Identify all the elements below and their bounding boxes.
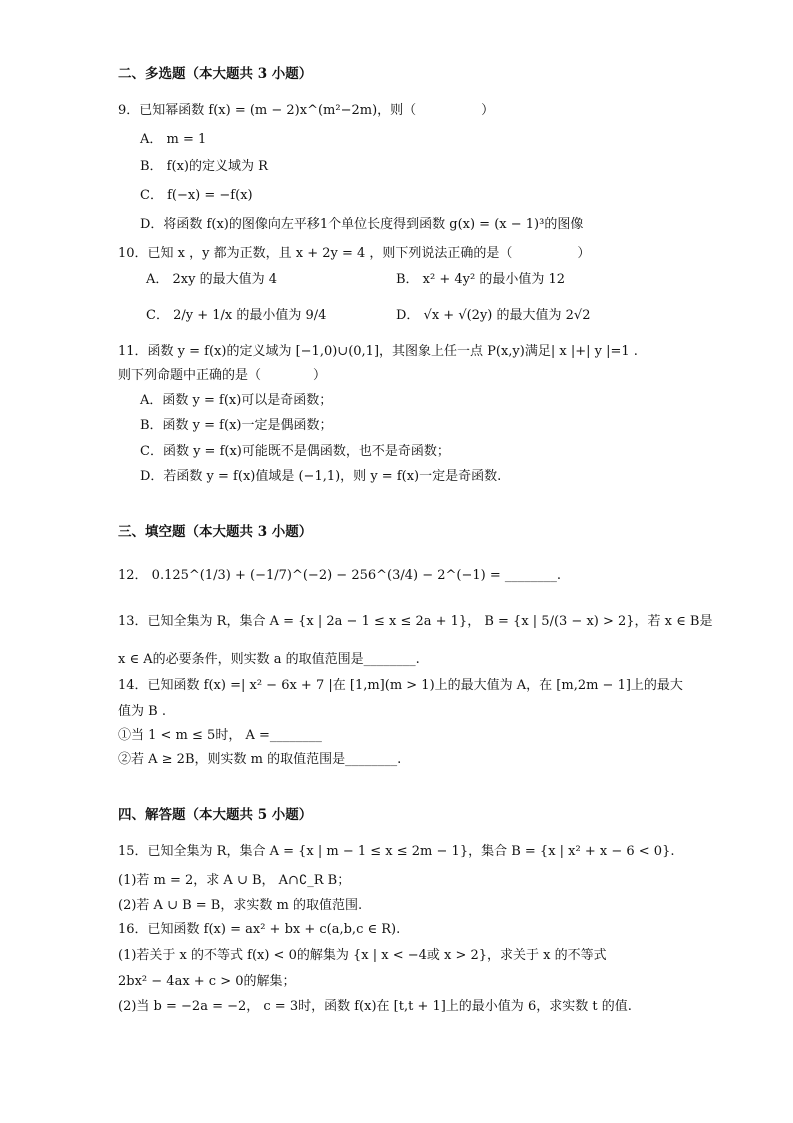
question-9-stem: 9．已知幂函数 f(x) = (m − 2)x^(m²−2m)，则（ ）	[118, 103, 495, 118]
question-10-stem: 10．已知 x ，y 都为正数，且 x + 2y = 4 ，则下列说法正确的是（ ）	[118, 246, 591, 261]
question-14-line-2: 值为 B .	[118, 704, 166, 719]
section-heading-multiple-choice: 二、多选题（本大题共 3 小题）	[118, 66, 313, 82]
section-heading-answer: 四、解答题（本大题共 5 小题）	[118, 807, 313, 823]
question-10-option-b: B． x² + 4y² 的最小值为 12	[396, 272, 566, 287]
question-14-line-1: 14．已知函数 f(x) =| x² − 6x + 7 |在 [1,m](m > 1)上的最大值为 A，在 [m,2m − 1]上的最大	[118, 678, 683, 693]
question-9-option-b: B． f(x)的定义域为 R	[140, 159, 268, 174]
question-16-part-1-line-1: (1)若关于 x 的不等式 f(x) < 0的解集为 {x | x < −4或 x > 2}，求关于 x 的不等式	[118, 948, 607, 963]
question-13-line-2: x ∈ A的必要条件，则实数 a 的取值范围是________.	[118, 652, 420, 667]
question-13-line-1: 13．已知全集为 R，集合 A = {x | 2a − 1 ≤ x ≤ 2a + 1}， B = {x | 5/(3 − x) > 2}，若 x ∈ B是	[118, 614, 713, 629]
question-16-part-1-line-2: 2bx² − 4ax + c > 0的解集；	[118, 974, 296, 989]
question-10-option-c: C． 2/y + 1/x 的最小值为 9/4	[146, 308, 327, 323]
section-heading-fill-in: 三、填空题（本大题共 3 小题）	[118, 524, 313, 540]
question-9-option-a: A． m = 1	[140, 132, 207, 147]
question-14-part-1: ①当 1 < m ≤ 5时， A =________	[118, 728, 322, 743]
question-11-option-a: A．函数 y = f(x)可以是奇函数；	[140, 393, 333, 408]
question-9-option-c: C． f(−x) = −f(x)	[140, 188, 253, 203]
question-11-option-c: C．函数 y = f(x)可能既不是偶函数，也不是奇函数；	[140, 444, 450, 459]
question-16-stem: 16．已知函数 f(x) = ax² + bx + c(a,b,c ∈ R).	[118, 922, 401, 937]
question-15-part-2: (2)若 A ∪ B = B，求实数 m 的取值范围.	[118, 898, 363, 913]
question-12: 12． 0.125^(1/3) + (−1/7)^(−2) − 256^(3/4) − 2^(−1) = ________.	[118, 568, 562, 583]
question-16-part-2: (2)当 b = −2a = −2， c = 3时，函数 f(x)在 [t,t + 1]上的最小值为 6，求实数 t 的值.	[118, 999, 632, 1014]
question-14-part-2: ②若 A ≥ 2B，则实数 m 的取值范围是________.	[118, 752, 402, 767]
question-15-stem: 15．已知全集为 R，集合 A = {x | m − 1 ≤ x ≤ 2m − 1}，集合 B = {x | x² + x − 6 < 0}.	[118, 844, 675, 859]
question-9-option-d: D．将函数 f(x)的图像向左平移1个单位长度得到函数 g(x) = (x − 1)³的图像	[140, 217, 584, 232]
question-10-option-a: A． 2xy 的最大值为 4	[146, 272, 278, 287]
question-11-stem-line-2: 则下列命题中正确的是（ ）	[118, 368, 327, 383]
question-15-part-1: (1)若 m = 2，求 A ∪ B， A∩∁_R B；	[118, 873, 351, 888]
question-10-option-d: D． √x + √(2y) 的最大值为 2√2	[396, 308, 591, 323]
question-11-stem-line-1: 11．函数 y = f(x)的定义域为 [−1,0)∪(0,1]，其图象上任一点 P(x,y)满足| x |+| y |=1 .	[118, 344, 638, 359]
question-11-option-d: D．若函数 y = f(x)值域是 (−1,1)，则 y = f(x)一定是奇函数.	[140, 469, 502, 484]
question-11-option-b: B．函数 y = f(x)一定是偶函数；	[140, 418, 333, 433]
